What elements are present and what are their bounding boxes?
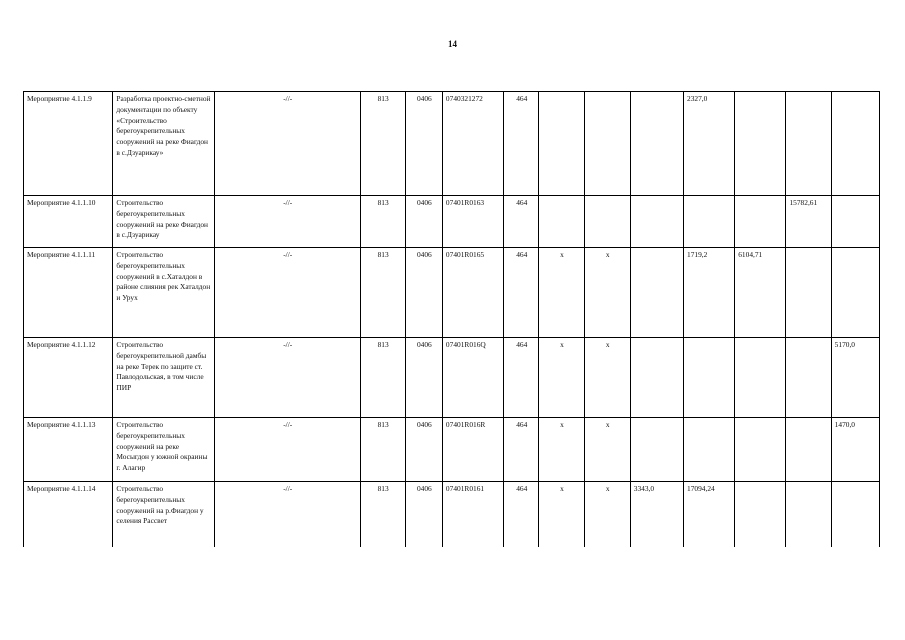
target-article-code: 07401R0161 bbox=[442, 482, 503, 547]
value-cell bbox=[735, 418, 786, 482]
table-row bbox=[24, 482, 880, 547]
measure-name: Строительство берегоукрепительных сооружений в с.Хаталдон в районе слияния рек Хаталдон и Урух bbox=[113, 248, 214, 338]
grbs-code: 813 bbox=[360, 338, 405, 418]
value-cell bbox=[539, 196, 584, 248]
table-body bbox=[24, 92, 880, 547]
expense-type-code: 464 bbox=[504, 248, 539, 338]
value-cell bbox=[684, 196, 735, 248]
measure-code: Мероприятие 4.1.1.12 bbox=[24, 338, 113, 418]
target-article-code: 07401R016R bbox=[442, 418, 503, 482]
measure-name: Разработка проектно-сметной документации по объекту «Строительство берегоукрепительных сооружений на реке Фиагдон в с.Дзуарикау» bbox=[113, 92, 214, 196]
value-cell bbox=[539, 92, 584, 196]
value-cell bbox=[786, 418, 831, 482]
target-article-code: 07401R016Q bbox=[442, 338, 503, 418]
value-cell bbox=[735, 92, 786, 196]
measure-code: Мероприятие 4.1.1.14 bbox=[24, 482, 113, 547]
table-row bbox=[24, 248, 880, 338]
expense-type-code: 464 bbox=[504, 482, 539, 547]
value-cell: 1719,2 bbox=[684, 248, 735, 338]
measure-name: Строительство берегоукрепительных сооружений на реке Фиагдон в с.Дзуарикау bbox=[113, 196, 214, 248]
value-cell: х bbox=[584, 418, 630, 482]
value-cell: х bbox=[584, 248, 630, 338]
value-cell: 1470,0 bbox=[831, 418, 879, 482]
measure-code: Мероприятие 4.1.1.13 bbox=[24, 418, 113, 482]
target-article-code: 0740321272 bbox=[442, 92, 503, 196]
measure-name: Строительство берегоукрепительной дамбы на реке Терек по защите ст. Павлодольская, в том числе ПИР bbox=[113, 338, 214, 418]
target-article-code: 07401R0163 bbox=[442, 196, 503, 248]
value-cell bbox=[831, 196, 879, 248]
value-cell: х bbox=[539, 418, 584, 482]
value-cell bbox=[630, 92, 683, 196]
value-cell bbox=[584, 196, 630, 248]
value-cell bbox=[831, 482, 879, 547]
value-cell: 15782,61 bbox=[786, 196, 831, 248]
grbs-code: 813 bbox=[360, 196, 405, 248]
grbs-code: 813 bbox=[360, 482, 405, 547]
measure-name: Строительство берегоукрепительных сооружений на р.Фиагдон у селения Рассвет bbox=[113, 482, 214, 547]
measure-code: Мероприятие 4.1.1.9 bbox=[24, 92, 113, 196]
value-cell bbox=[831, 248, 879, 338]
executor-ditto: -//- bbox=[214, 482, 360, 547]
value-cell bbox=[831, 92, 879, 196]
section-code: 0406 bbox=[405, 482, 442, 547]
section-code: 0406 bbox=[405, 92, 442, 196]
value-cell bbox=[735, 482, 786, 547]
section-code: 0406 bbox=[405, 418, 442, 482]
section-code: 0406 bbox=[405, 196, 442, 248]
measure-name: Строительство берегоукрепительных сооружений на реке Мосыгдон у южной окраины г. Алагир bbox=[113, 418, 214, 482]
value-cell bbox=[630, 196, 683, 248]
value-cell bbox=[735, 196, 786, 248]
page-number: 14 bbox=[448, 39, 457, 49]
section-code: 0406 bbox=[405, 338, 442, 418]
value-cell: 2327,0 bbox=[684, 92, 735, 196]
value-cell: х bbox=[584, 482, 630, 547]
value-cell: х bbox=[539, 482, 584, 547]
value-cell bbox=[630, 248, 683, 338]
value-cell: х bbox=[539, 248, 584, 338]
value-cell: 17094,24 bbox=[684, 482, 735, 547]
value-cell bbox=[630, 418, 683, 482]
executor-ditto: -//- bbox=[214, 248, 360, 338]
target-article-code: 07401R0165 bbox=[442, 248, 503, 338]
table-row bbox=[24, 338, 880, 418]
value-cell bbox=[584, 92, 630, 196]
value-cell bbox=[684, 418, 735, 482]
executor-ditto: -//- bbox=[214, 92, 360, 196]
executor-ditto: -//- bbox=[214, 418, 360, 482]
value-cell bbox=[786, 338, 831, 418]
value-cell: 3343,0 bbox=[630, 482, 683, 547]
value-cell: 5170,0 bbox=[831, 338, 879, 418]
expense-type-code: 464 bbox=[504, 196, 539, 248]
value-cell bbox=[630, 338, 683, 418]
value-cell bbox=[786, 482, 831, 547]
grbs-code: 813 bbox=[360, 248, 405, 338]
value-cell: 6104,71 bbox=[735, 248, 786, 338]
measure-code: Мероприятие 4.1.1.10 bbox=[24, 196, 113, 248]
expense-type-code: 464 bbox=[504, 92, 539, 196]
value-cell: х bbox=[584, 338, 630, 418]
table-row bbox=[24, 196, 880, 248]
measure-code: Мероприятие 4.1.1.11 bbox=[24, 248, 113, 338]
value-cell bbox=[786, 248, 831, 338]
executor-ditto: -//- bbox=[214, 196, 360, 248]
value-cell bbox=[684, 338, 735, 418]
grbs-code: 813 bbox=[360, 92, 405, 196]
value-cell bbox=[735, 338, 786, 418]
executor-ditto: -//- bbox=[214, 338, 360, 418]
value-cell bbox=[786, 92, 831, 196]
value-cell: х bbox=[539, 338, 584, 418]
expense-type-code: 464 bbox=[504, 338, 539, 418]
expense-type-code: 464 bbox=[504, 418, 539, 482]
grbs-code: 813 bbox=[360, 418, 405, 482]
section-code: 0406 bbox=[405, 248, 442, 338]
table-row bbox=[24, 418, 880, 482]
budget-table bbox=[23, 91, 880, 547]
table-row bbox=[24, 92, 880, 196]
